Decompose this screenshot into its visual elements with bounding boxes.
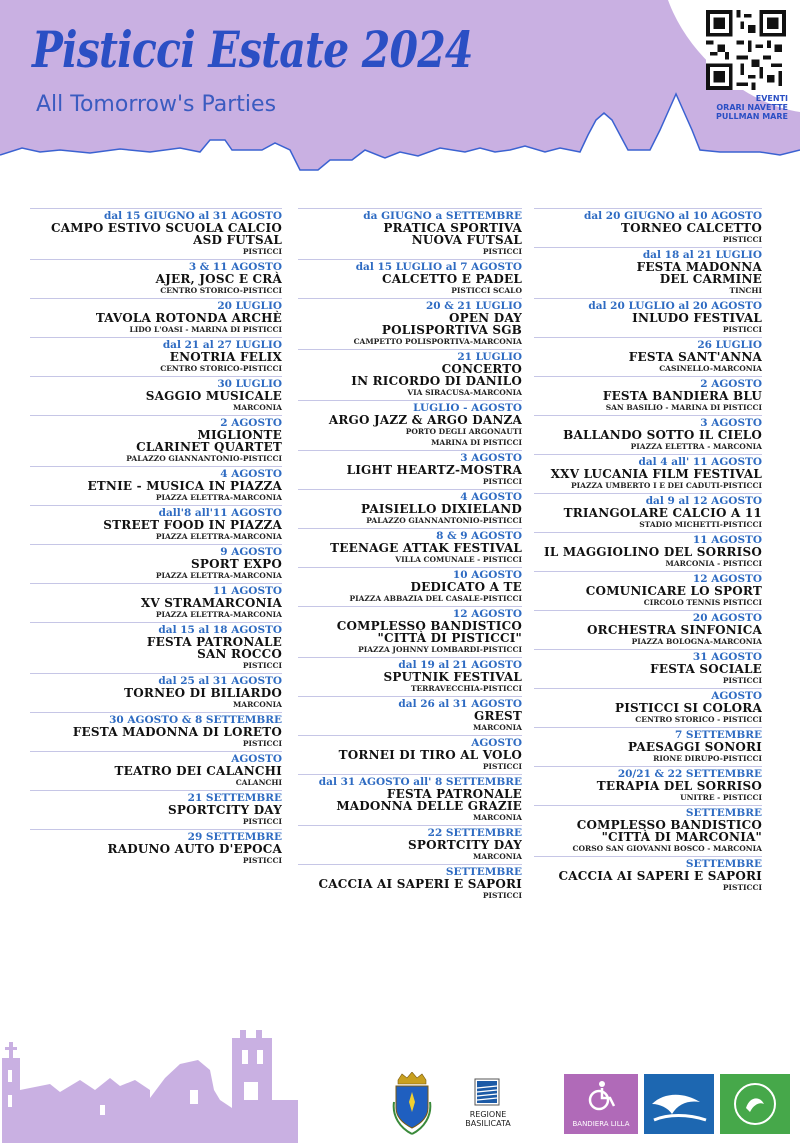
event-date: SETTEMBRE bbox=[534, 856, 762, 870]
event-entry bbox=[298, 489, 522, 526]
event-name: IN RICORDO DI DANILO bbox=[351, 374, 522, 388]
event-entry bbox=[30, 673, 282, 710]
event-entry bbox=[534, 337, 762, 374]
regione-label-line: REGIONE bbox=[469, 1110, 507, 1119]
event-date: 29 SETTEMBRE bbox=[30, 829, 282, 843]
event-name: MADONNA DELLE GRAZIE bbox=[336, 799, 522, 813]
event-entry bbox=[298, 259, 522, 296]
event-entry bbox=[30, 466, 282, 503]
event-place: TINCHI bbox=[729, 286, 762, 295]
event-entry bbox=[534, 415, 762, 452]
event-name: FESTA BANDIERA BLU bbox=[602, 389, 762, 403]
event-column-3 bbox=[534, 208, 762, 895]
event-place: CIRCOLO TENNIS PISTICCI bbox=[643, 598, 762, 607]
event-date: 26 LUGLIO bbox=[534, 337, 762, 351]
event-entry bbox=[298, 864, 522, 901]
event-name: TRIANGOLARE CALCIO A 11 bbox=[563, 506, 762, 520]
event-entry bbox=[30, 505, 282, 542]
event-name: DEL CARMINE bbox=[659, 272, 762, 286]
event-entry bbox=[534, 571, 762, 608]
event-date: da GIUGNO a SETTEMBRE bbox=[298, 208, 522, 222]
event-entry bbox=[30, 544, 282, 581]
event-entry bbox=[534, 298, 762, 335]
event-place: TERRAVECCHIA-PISTICCI bbox=[410, 684, 522, 693]
event-entry bbox=[534, 649, 762, 686]
event-date: 20 & 21 LUGLIO bbox=[298, 298, 522, 312]
event-entry bbox=[534, 727, 762, 764]
event-name: XV STRAMARCONIA bbox=[140, 596, 282, 610]
event-name: SPORTCITY DAY bbox=[168, 803, 282, 817]
event-place: PISTICCI bbox=[242, 856, 282, 865]
event-place: PIAZZA UMBERTO I E DEI CADUTI-PISTICCI bbox=[571, 481, 762, 490]
event-date: 9 AGOSTO bbox=[30, 544, 282, 558]
event-entry bbox=[534, 610, 762, 647]
event-entry bbox=[30, 259, 282, 296]
event-name: CACCIA AI SAPERI E SAPORI bbox=[558, 869, 762, 883]
event-entry bbox=[534, 493, 762, 530]
event-name: GREST bbox=[474, 709, 522, 723]
event-place: PISTICCI bbox=[482, 477, 522, 486]
event-name: XXV LUCANIA FILM FESTIVAL bbox=[550, 467, 762, 481]
event-entry bbox=[30, 415, 282, 464]
event-date: AGOSTO bbox=[30, 751, 282, 765]
event-place: MARCONIA bbox=[472, 852, 522, 861]
event-name: RADUNO AUTO D'EPOCA bbox=[107, 842, 282, 856]
pisticci-coat-of-arms-icon bbox=[392, 1072, 432, 1136]
event-name: FESTA PATRONALE bbox=[146, 635, 282, 649]
bandiera-blu-logo-icon bbox=[644, 1074, 714, 1134]
event-date: 20/21 & 22 SETTEMBRE bbox=[534, 766, 762, 780]
event-date: dal 18 al 21 LUGLIO bbox=[534, 247, 762, 261]
event-name: CACCIA AI SAPERI E SAPORI bbox=[318, 877, 522, 891]
event-place: MARCONIA bbox=[232, 403, 282, 412]
event-place: STADIO MICHETTI-PISTICCI bbox=[639, 520, 762, 529]
event-name: CLARINET QUARTET bbox=[136, 440, 282, 454]
event-entry bbox=[298, 400, 522, 448]
qr-caption-line: ORARI NAVETTE bbox=[716, 103, 788, 112]
event-name: CAMPO ESTIVO SCUOLA CALCIO bbox=[50, 221, 282, 235]
event-name: ETNIE - MUSICA IN PIAZZA bbox=[87, 479, 282, 493]
event-place: VIA SIRACUSA-MARCONIA bbox=[407, 388, 522, 397]
event-place: PALAZZO GIANNANTONIO-PISTICCI bbox=[126, 454, 282, 463]
qr-code-icon[interactable] bbox=[706, 10, 786, 90]
event-name: FESTA PATRONALE bbox=[386, 787, 522, 801]
wheelchair-icon bbox=[564, 1074, 638, 1116]
event-name: FESTA SOCIALE bbox=[650, 662, 762, 676]
event-entry bbox=[534, 766, 762, 803]
event-place: PIAZZA ELETTRA-MARCONIA bbox=[155, 493, 282, 502]
event-place: PISTICCI bbox=[722, 325, 762, 334]
event-place: PISTICCI bbox=[722, 883, 762, 892]
event-entry bbox=[30, 829, 282, 866]
event-name: COMPLESSO BANDISTICO bbox=[336, 619, 522, 633]
event-place: UNITRE - PISTICCI bbox=[680, 793, 762, 802]
event-place: PORTO DEGLI ARGONAUTI bbox=[405, 427, 522, 436]
event-name: TAVOLA ROTONDA ARCHÈ bbox=[95, 311, 282, 325]
event-name: SAN ROCCO bbox=[197, 647, 282, 661]
event-date: dal 15 GIUGNO al 31 AGOSTO bbox=[30, 208, 282, 222]
event-date: 22 SETTEMBRE bbox=[298, 825, 522, 839]
event-entry bbox=[30, 790, 282, 827]
event-name: ASD FUTSAL bbox=[193, 233, 282, 247]
event-entry bbox=[534, 688, 762, 725]
event-place: PISTICCI bbox=[482, 247, 522, 256]
event-entry bbox=[534, 247, 762, 296]
green-flag-logo-icon bbox=[720, 1074, 790, 1134]
event-name: COMUNICARE LO SPORT bbox=[585, 584, 762, 598]
event-place: PIAZZA ABBAZIA DEL CASALE-PISTICCI bbox=[349, 594, 522, 603]
event-entry bbox=[298, 735, 522, 772]
event-name: IL MAGGIOLINO DEL SORRISO bbox=[544, 545, 762, 559]
event-place: CENTRO STORICO-PISTICCI bbox=[160, 364, 282, 373]
event-date: 30 LUGLIO bbox=[30, 376, 282, 390]
bandiera-lilla-label: BANDIERA LILLA bbox=[572, 1120, 630, 1128]
event-date: 20 AGOSTO bbox=[534, 610, 762, 624]
event-name: TEATRO DEI CALANCHI bbox=[114, 764, 282, 778]
event-entry bbox=[298, 349, 522, 398]
event-date: 12 AGOSTO bbox=[298, 606, 522, 620]
event-place: CALANCHI bbox=[235, 778, 282, 787]
event-date: dal 21 al 27 LUGLIO bbox=[30, 337, 282, 351]
event-place: VILLA COMUNALE - PISTICCI bbox=[395, 555, 522, 564]
event-entry bbox=[298, 528, 522, 565]
event-place: PISTICCI bbox=[242, 661, 282, 670]
event-date: 4 AGOSTO bbox=[30, 466, 282, 480]
event-entry bbox=[30, 712, 282, 749]
event-date: dal 31 AGOSTO all' 8 SETTEMBRE bbox=[298, 774, 522, 788]
event-name: FESTA MADONNA DI LORETO bbox=[72, 725, 282, 739]
event-date: 2 AGOSTO bbox=[30, 415, 282, 429]
event-place: PISTICCI bbox=[722, 235, 762, 244]
event-date: dal 25 al 31 AGOSTO bbox=[30, 673, 282, 687]
qr-caption bbox=[690, 94, 788, 121]
event-name: ARGO JAZZ & ARGO DANZA bbox=[328, 413, 522, 427]
event-date: dal 4 all' 11 AGOSTO bbox=[534, 454, 762, 468]
qr-caption-line: PULLMAN MARE bbox=[716, 112, 788, 121]
event-place: MARCONIA bbox=[472, 813, 522, 822]
event-date: 21 LUGLIO bbox=[298, 349, 522, 363]
page-title: Pisticci Estate 2024 bbox=[32, 20, 473, 79]
event-name: BALLANDO SOTTO IL CIELO bbox=[563, 428, 762, 442]
event-entry bbox=[30, 376, 282, 413]
event-name: DEDICATO A TE bbox=[410, 580, 522, 594]
event-name: MIGLIONTE bbox=[197, 428, 282, 442]
event-name: POLISPORTIVA SGB bbox=[381, 323, 522, 337]
event-place: PIAZZA ELETTRA-MARCONIA bbox=[155, 610, 282, 619]
event-place: PISTICCI bbox=[482, 762, 522, 771]
event-name: STREET FOOD IN PIAZZA bbox=[103, 518, 282, 532]
event-date: 20 LUGLIO bbox=[30, 298, 282, 312]
event-entry bbox=[298, 606, 522, 655]
event-entry bbox=[30, 751, 282, 788]
event-entry bbox=[30, 583, 282, 620]
event-date: 11 AGOSTO bbox=[534, 532, 762, 546]
event-entry bbox=[534, 208, 762, 245]
event-name: SPUTNIK FESTIVAL bbox=[383, 670, 522, 684]
event-place: SAN BASILIO - MARINA DI PISTICCI bbox=[605, 403, 762, 412]
event-place: PIAZZA ELETTRA - MARCONIA bbox=[630, 442, 762, 451]
regione-label-line: BASILICATA bbox=[465, 1119, 511, 1128]
event-name: ENOTRIA FELIX bbox=[169, 350, 282, 364]
event-name: PAISIELLO DIXIELAND bbox=[360, 502, 522, 516]
event-date: dal 15 al 18 AGOSTO bbox=[30, 622, 282, 636]
event-place: CASINELLO-MARCONIA bbox=[659, 364, 762, 373]
event-date: dal 20 LUGLIO al 20 AGOSTO bbox=[534, 298, 762, 312]
event-entry bbox=[298, 450, 522, 487]
event-place: CORSO SAN GIOVANNI BOSCO - MARCONIA bbox=[572, 844, 762, 853]
event-name: SPORT EXPO bbox=[191, 557, 282, 571]
bandiera-lilla-logo bbox=[564, 1074, 638, 1134]
event-name: SAGGIO MUSICALE bbox=[145, 389, 282, 403]
event-name: TORNEO DI BILIARDO bbox=[124, 686, 282, 700]
event-place: PISTICCI SCALO bbox=[451, 286, 522, 295]
event-name: PRATICA SPORTIVA bbox=[383, 221, 522, 235]
event-place: CAMPETTO POLISPORTIVA-MARCONIA bbox=[353, 337, 522, 346]
event-place: CENTRO STORICO-PISTICCI bbox=[160, 286, 282, 295]
event-entry bbox=[534, 454, 762, 491]
event-entry bbox=[534, 376, 762, 413]
event-name: PAESAGGI SONORI bbox=[628, 740, 762, 754]
regione-basilicata-label bbox=[456, 1110, 520, 1128]
event-name: OPEN DAY bbox=[448, 311, 522, 325]
event-name: TORNEI DI TIRO AL VOLO bbox=[338, 748, 522, 762]
event-entry bbox=[298, 298, 522, 347]
event-name: TERAPIA DEL SORRISO bbox=[596, 779, 762, 793]
event-name: COMPLESSO BANDISTICO bbox=[576, 818, 762, 832]
event-date: dal 20 GIUGNO al 10 AGOSTO bbox=[534, 208, 762, 222]
event-place: MARINA DI PISTICCI bbox=[431, 438, 522, 447]
event-place: MARCONIA bbox=[232, 700, 282, 709]
event-entry bbox=[534, 532, 762, 569]
event-name: TORNEO CALCETTO bbox=[621, 221, 762, 235]
event-entry bbox=[298, 567, 522, 604]
event-name: TEENAGE ATTAK FESTIVAL bbox=[330, 541, 522, 555]
event-entry bbox=[298, 774, 522, 823]
event-entry bbox=[298, 208, 522, 257]
event-name: "CITTÀ DI PISTICCI" bbox=[377, 631, 522, 645]
event-name: CONCERTO bbox=[441, 362, 522, 376]
event-name: FESTA SANT'ANNA bbox=[628, 350, 762, 364]
event-date: 3 AGOSTO bbox=[298, 450, 522, 464]
event-date: 7 SETTEMBRE bbox=[534, 727, 762, 741]
event-date: AGOSTO bbox=[534, 688, 762, 702]
event-entry bbox=[298, 825, 522, 862]
event-place: PISTICCI bbox=[242, 817, 282, 826]
event-date: 11 AGOSTO bbox=[30, 583, 282, 597]
event-entry bbox=[30, 337, 282, 374]
event-entry bbox=[298, 657, 522, 694]
event-name: CALCETTO E PADEL bbox=[381, 272, 522, 286]
qr-caption-line: EVENTI bbox=[755, 94, 788, 103]
event-name: "CITTÀ DI MARCONIA" bbox=[601, 830, 762, 844]
event-name: ORCHESTRA SINFONICA bbox=[587, 623, 762, 637]
event-entry bbox=[534, 856, 762, 893]
event-date: 10 AGOSTO bbox=[298, 567, 522, 581]
event-name: SPORTCITY DAY bbox=[408, 838, 522, 852]
event-name: LIGHT HEARTZ-MOSTRA bbox=[346, 463, 522, 477]
event-name: INLUDO FESTIVAL bbox=[632, 311, 762, 325]
event-entry bbox=[30, 298, 282, 335]
event-date: SETTEMBRE bbox=[298, 864, 522, 878]
event-date: dall'8 all'11 AGOSTO bbox=[30, 505, 282, 519]
event-entry bbox=[30, 622, 282, 671]
event-date: dal 26 al 31 AGOSTO bbox=[298, 696, 522, 710]
event-place: PISTICCI bbox=[242, 739, 282, 748]
event-date: dal 19 al 21 AGOSTO bbox=[298, 657, 522, 671]
event-name: NUOVA FUTSAL bbox=[411, 233, 522, 247]
event-date: AGOSTO bbox=[298, 735, 522, 749]
event-date: 3 AGOSTO bbox=[534, 415, 762, 429]
event-name: AJER, JOSC E CRÀ bbox=[155, 272, 282, 286]
event-column-2 bbox=[298, 208, 522, 903]
event-place: PIAZZA BOLOGNA-MARCONIA bbox=[631, 637, 762, 646]
regione-basilicata-logo-icon bbox=[474, 1078, 500, 1106]
event-date: 8 & 9 AGOSTO bbox=[298, 528, 522, 542]
event-place: MARCONIA - PISTICCI bbox=[665, 559, 762, 568]
event-place: MARCONIA bbox=[472, 723, 522, 732]
event-date: 30 AGOSTO & 8 SETTEMBRE bbox=[30, 712, 282, 726]
event-date: 21 SETTEMBRE bbox=[30, 790, 282, 804]
event-name: FESTA MADONNA bbox=[636, 260, 762, 274]
event-entry bbox=[30, 208, 282, 257]
event-place: PISTICCI bbox=[722, 676, 762, 685]
event-place: RIONE DIRUPO-PISTICCI bbox=[653, 754, 762, 763]
event-entry bbox=[534, 805, 762, 854]
event-date: 12 AGOSTO bbox=[534, 571, 762, 585]
event-date: 31 AGOSTO bbox=[534, 649, 762, 663]
event-date: dal 9 al 12 AGOSTO bbox=[534, 493, 762, 507]
event-entry bbox=[298, 696, 522, 733]
castle-silhouette bbox=[0, 1020, 300, 1143]
event-date: dal 15 LUGLIO al 7 AGOSTO bbox=[298, 259, 522, 273]
event-place: PIAZZA ELETTRA-MARCONIA bbox=[155, 571, 282, 580]
footer bbox=[0, 1020, 800, 1143]
event-date: SETTEMBRE bbox=[534, 805, 762, 819]
event-place: PIAZZA JOHNNY LOMBARDI-PISTICCI bbox=[358, 645, 522, 654]
event-place: LIDO L'OASI - MARINA DI PISTICCI bbox=[129, 325, 282, 334]
event-place: PISTICCI bbox=[482, 891, 522, 900]
event-place: PISTICCI bbox=[242, 247, 282, 256]
event-name: PISTICCI SI COLORA bbox=[615, 701, 762, 715]
event-place: CENTRO STORICO - PISTICCI bbox=[635, 715, 762, 724]
event-date: 4 AGOSTO bbox=[298, 489, 522, 503]
page-subtitle: All Tomorrow's Parties bbox=[36, 92, 277, 117]
event-date: 2 AGOSTO bbox=[534, 376, 762, 390]
event-column-1 bbox=[30, 208, 282, 868]
event-date: LUGLIO - AGOSTO bbox=[298, 400, 522, 414]
event-place: PALAZZO GIANNANTONIO-PISTICCI bbox=[366, 516, 522, 525]
event-place: PIAZZA ELETTRA-MARCONIA bbox=[155, 532, 282, 541]
event-date: 3 & 11 AGOSTO bbox=[30, 259, 282, 273]
header bbox=[0, 0, 800, 200]
